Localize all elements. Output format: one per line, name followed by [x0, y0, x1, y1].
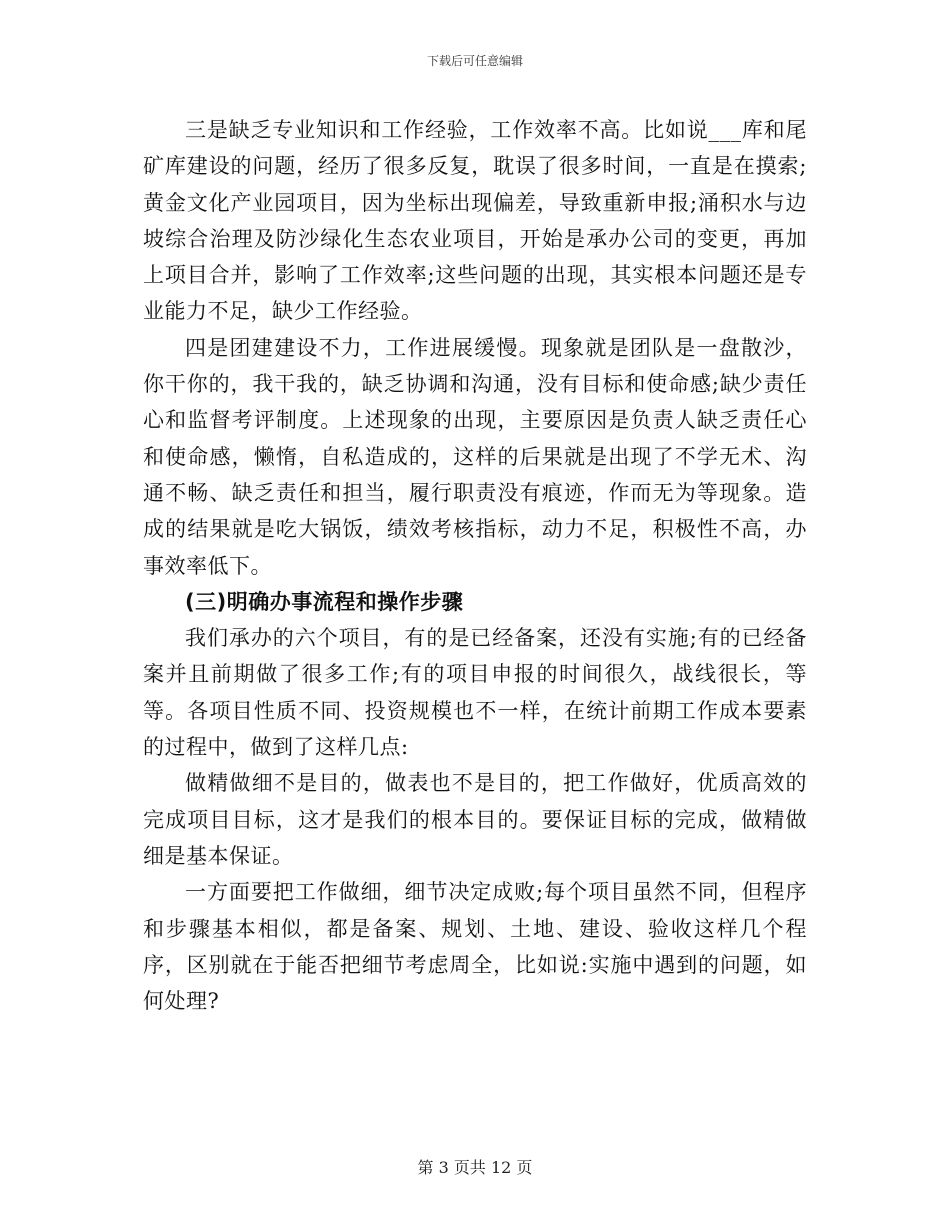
paragraph-team-building: 四是团建建设不力，工作进展缓慢。现象就是团队是一盘散沙，你干你的，我干我的，缺乏协调和沟通，没有目标和使命感;缺少责任心和监督考评制度。上述现象的出现，主要原因是负责人缺乏责任心和使命感，懒惰，自私造成的，这样的后果就是出现了不学无术、沟通不畅、缺乏责任和担当，履行职责没有痕迹，作而无为等现象。造成的结果就是吃大锅饭，绩效考核指标，动力不足，积极性不高，办事效率低下。 [143, 335, 807, 578]
section-heading: (三)明确办事流程和操作步骤 [185, 589, 464, 614]
document-body [143, 112, 807, 1019]
paragraph-precision-goal: 做精做细不是目的，做表也不是目的，把工作做好，优质高效的完成项目目标，这才是我们的根本目的。要保证目标的完成，做精做细是基本保证。 [143, 771, 807, 868]
page-footer: 第 3 页共 12 页 [417, 1158, 533, 1177]
page-header: 下载后可任意编辑 [426, 54, 523, 68]
paragraph-six-projects: 我们承办的六个项目，有的是已经备案，还没有实施;有的已经备案并且前期做了很多工作;有的项目申报的时间很久，战线很长，等等。各项目性质不同、投资规模也不一样，在统计前期工作成本要素的过程中，做到了这样几点: [143, 626, 807, 760]
paragraph-detail-work: 一方面要把工作做细，细节决定成败;每个项目虽然不同，但程序和步骤基本相似，都是备案、规划、土地、建设、验收这样几个程序，区别就在于能否把细节考虑周全，比如说:实施中遇到的问题，如何处理? [143, 880, 807, 1014]
paragraph-lack-expertise: 三是缺乏专业知识和工作经验，工作效率不高。比如说___库和尾矿库建设的问题，经历了很多反复，耽误了很多时间，一直是在摸索;黄金文化产业园项目，因为坐标出现偏差，导致重新申报;涌积水与边坡综合治理及防沙绿化生态农业项目，开始是承办公司的变更，再加上项目合并，影响了工作效率;这些问题的出现，其实根本问题还是专业能力不足，缺少工作经验。 [143, 118, 807, 324]
